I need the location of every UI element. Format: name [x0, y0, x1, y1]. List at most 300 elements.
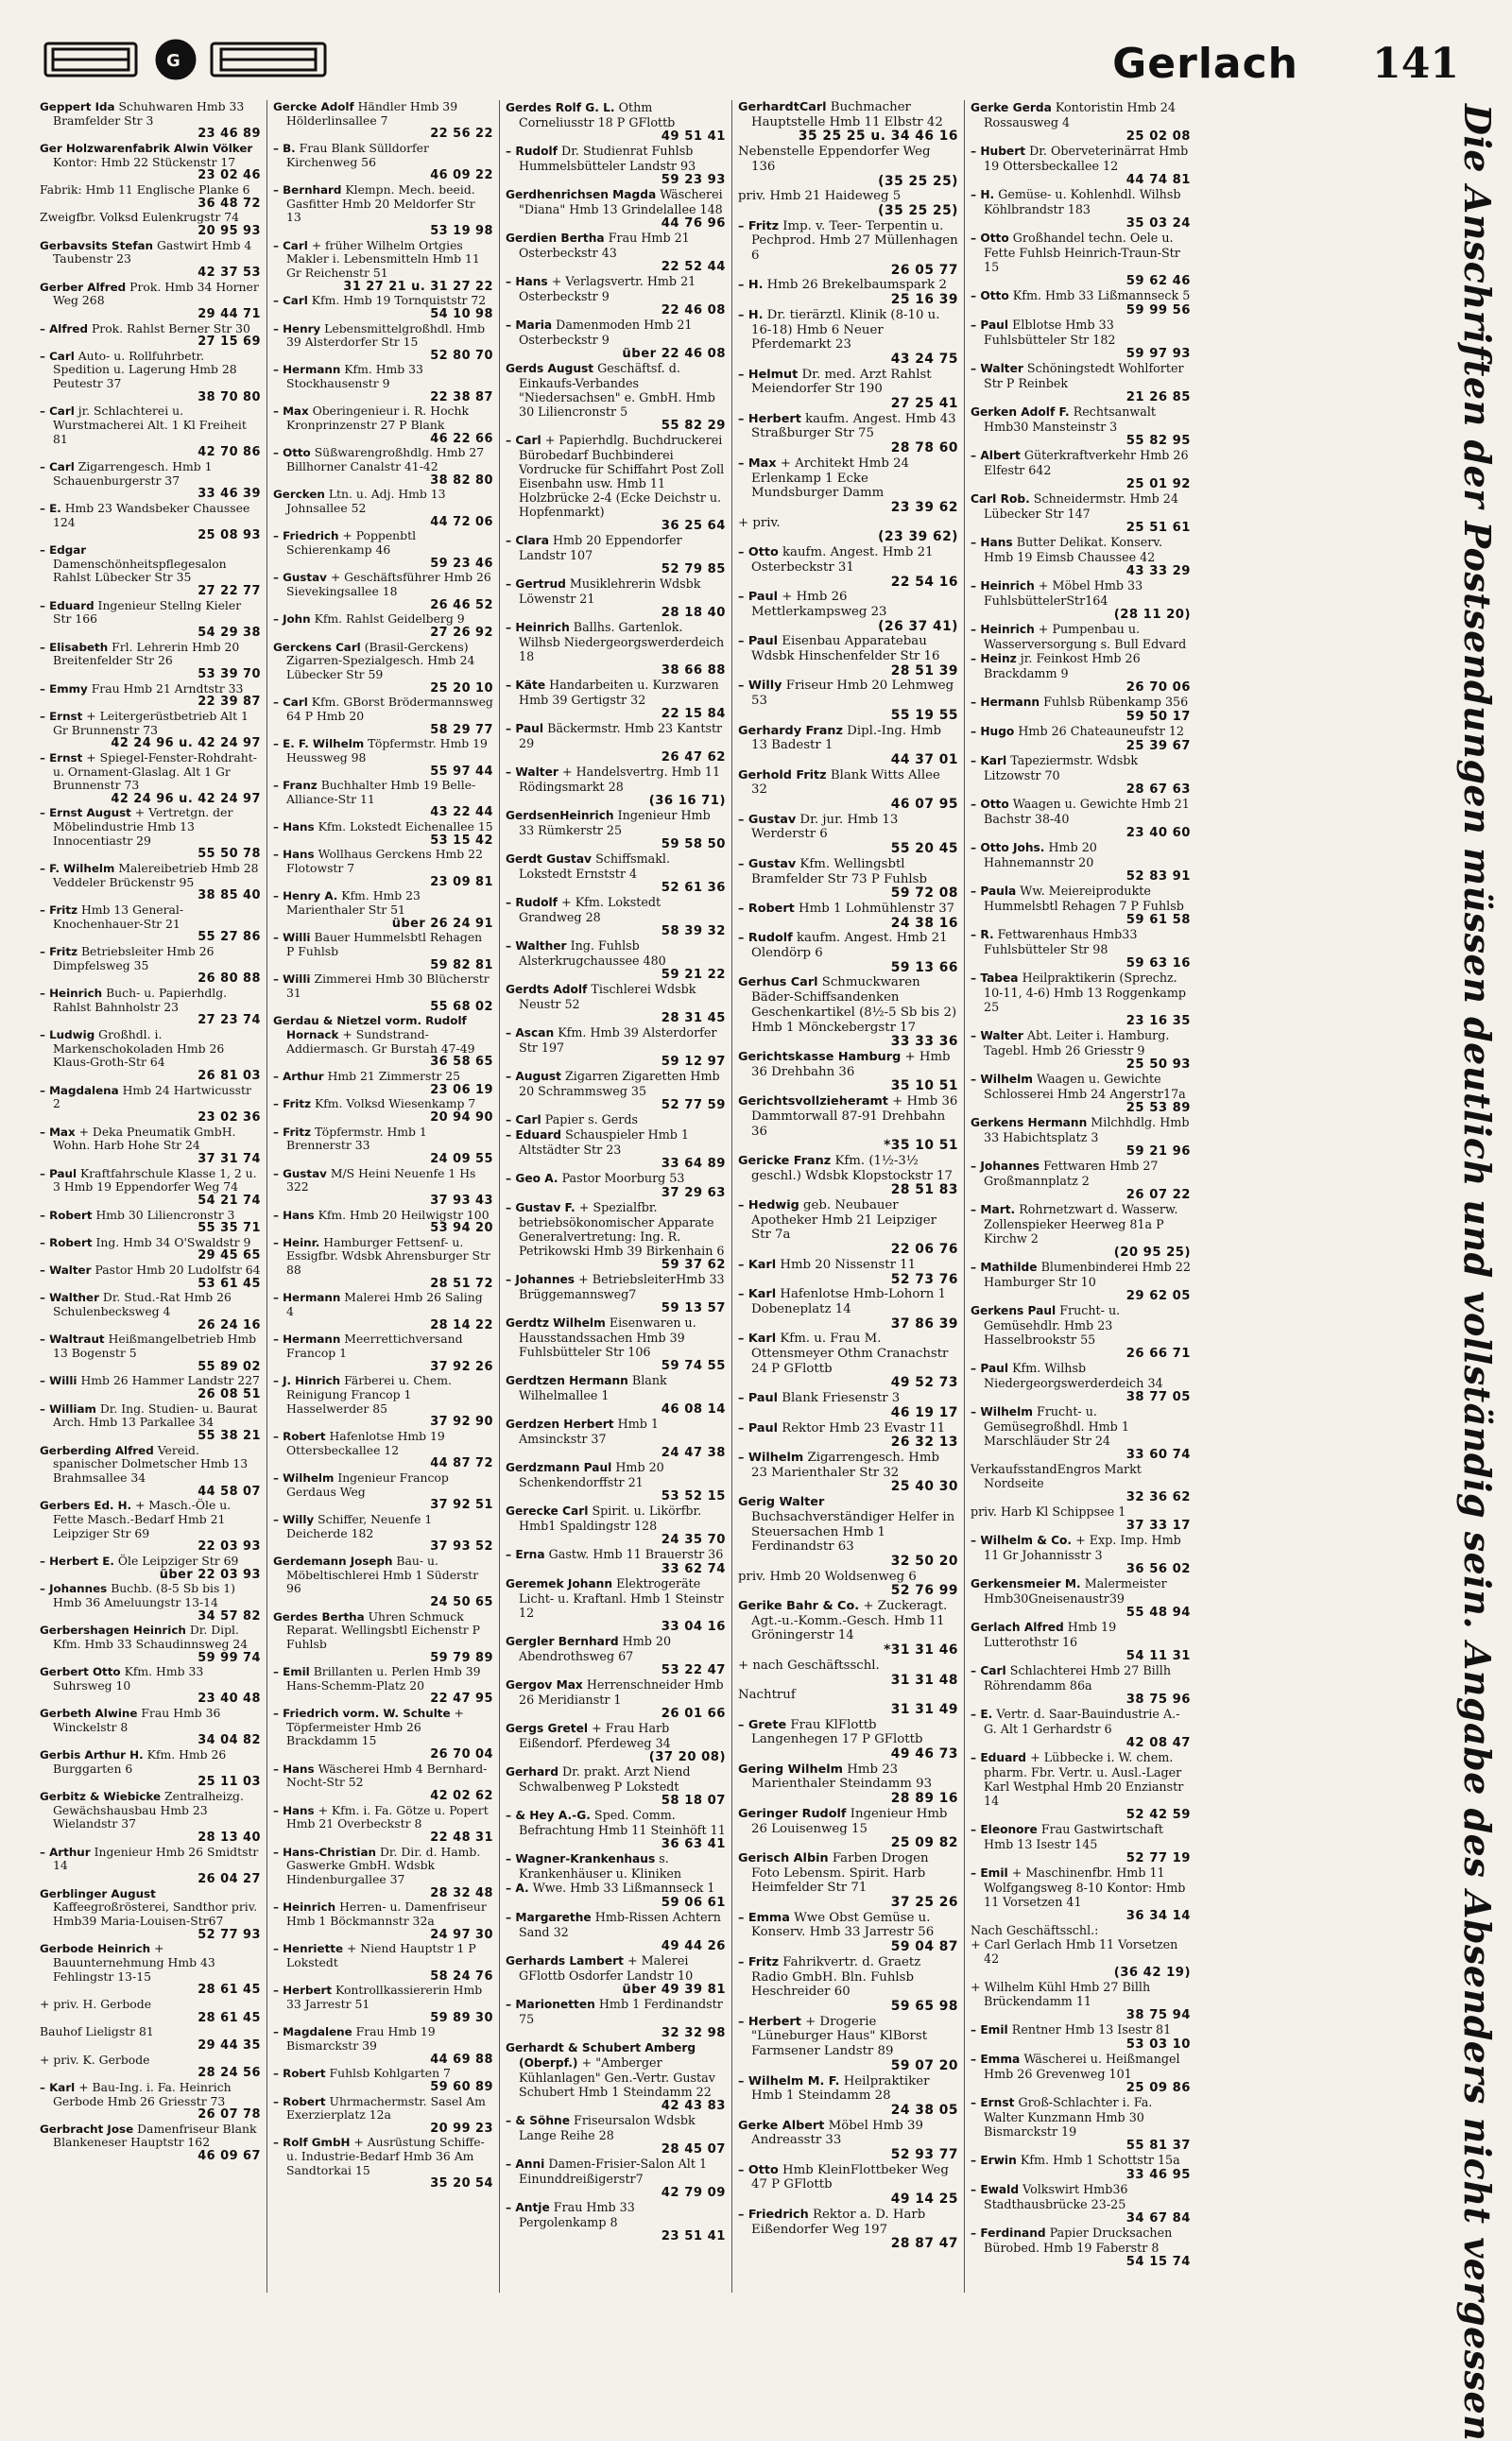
entry-name: Gerdhenrichsen Magda: [506, 188, 657, 201]
directory-entry: [738, 931, 958, 975]
entry-phone: 53 03 10: [1125, 2037, 1191, 2052]
entry-phone: 55 97 44: [430, 764, 493, 779]
directory-entry: [273, 1513, 493, 1555]
entry-details: priv. Hmb 21 Haideweg 5: [738, 189, 902, 204]
entry-details: Butter Delikat. Konserv. Hmb 19 Eimsb Chaussee 42: [984, 535, 1162, 564]
entry-phone: 34 57 82: [198, 1608, 261, 1624]
entry-details: Fettwarenhaus Hmb33 Fuhlsbütteler Str 98: [984, 927, 1138, 956]
directory-entry: [738, 1421, 958, 1451]
directory-entry: [738, 545, 958, 590]
entry-phone: 49 14 25: [890, 2192, 958, 2208]
entry-phone: 34 04 82: [198, 1733, 261, 1748]
entry-name: – Ernst: [40, 750, 83, 765]
entry-name: – Wilhelm & Co.: [971, 1534, 1073, 1547]
entry-details: Abt. Leiter i. Hamburg. Tagebl. Hmb 26 Griesstr 9: [984, 1028, 1170, 1057]
entry-details: Frau Hmb 36 Winckelstr 8: [53, 1706, 221, 1734]
entry-name: – Friedrich: [738, 2207, 809, 2222]
entry-details: Papier Drucksachen Bürobed. Hmb 19 Faberstr 8: [984, 2226, 1173, 2255]
page-number: 141: [1372, 40, 1459, 88]
entry-name: – Anni: [506, 2157, 545, 2171]
directory-entry: [273, 931, 493, 972]
directory-entry: [40, 1624, 261, 1665]
entry-details: Dr. prakt. Arzt Niend Schwalbenweg P Lokstedt: [519, 1764, 691, 1794]
entry-name: – Wilhelm M. F.: [738, 2073, 840, 2089]
entry-phone: 46 07 95: [890, 797, 958, 813]
directory-entry: [506, 144, 726, 187]
entry-name: – Heinrich: [971, 623, 1035, 636]
entry-details: + Maschinenfbr. Hmb 11 Wolfgangsweg 8-10 Kontor: Hmb 11 Vorsetzen 41: [984, 1865, 1186, 1909]
entry-name: – Karl: [738, 1332, 777, 1347]
directory-entry: [971, 2182, 1191, 2226]
entry-phone: 26 80 88: [198, 971, 261, 987]
entry-details: Dr. Studienrat Fuhlsb Hummelsbütteler Landstr 93: [519, 144, 696, 173]
entry-name: – Carl: [40, 349, 75, 363]
entry-phone: 49 51 41: [661, 129, 726, 144]
entry-details: Kfm. Lokstedt Eichenallee 15: [318, 819, 493, 834]
directory-entry: [506, 1808, 726, 1851]
directory-entry: [273, 1610, 493, 1666]
entry-details: Blank Wilhelmallee 1: [519, 1373, 667, 1402]
entry-details: Heilpraktikerin (Sprechz. 10-11, 4-6) Hmb 13 Roggenkamp 25: [984, 971, 1187, 1014]
directory-entry: [971, 1072, 1191, 1115]
directory-entry: [971, 1260, 1191, 1303]
entry-details: Waagen u. Gewichte Schlosserei Hmb 24 Angerstr17a: [984, 1072, 1186, 1101]
entry-name: – Wagner-Krankenhaus: [506, 1852, 656, 1865]
entry-phone: 53 22 47: [661, 1663, 726, 1677]
entry-name: Gerbershagen Heinrich: [40, 1624, 186, 1638]
entry-details: Nachtruf: [738, 1688, 796, 1703]
entry-details: Kfm. GBorst Brödermannsweg 64 P Hmb 20: [286, 695, 493, 723]
entry-phone: (20 95 25): [1113, 1246, 1191, 1260]
entry-details: Tapeziermstr. Wdsbk Litzowstr 70: [984, 753, 1139, 782]
directory-entry: [273, 183, 493, 239]
entry-details: Zweigfbr. Volksd Eulenkrugstr 74: [40, 210, 239, 225]
directory-entry: [971, 1663, 1191, 1707]
entry-details: Hmb KleinFlottbeker Weg 47 P GFlottb: [751, 2162, 949, 2192]
entry-phone: 28 51 72: [430, 1276, 493, 1291]
entry-name: – Emil: [273, 1665, 310, 1679]
entry-details: M/S Heini Neuenfe 1 Hs 322: [286, 1165, 476, 1195]
entry-phone: 53 15 42: [430, 833, 493, 848]
entry-name: – Walter: [971, 1029, 1023, 1042]
entry-name: Gerblinger August: [40, 1886, 156, 1900]
directory-entry: [506, 620, 726, 678]
entry-details: Friseursalon Wdsbk Lange Reihe 28: [519, 2113, 696, 2142]
directory-entry: [738, 857, 958, 902]
entry-name: – Eleonore: [971, 1823, 1038, 1836]
directory-entry: [738, 1807, 958, 1851]
directory-entry: [971, 2095, 1191, 2153]
entry-details: Kfm. Hmb 1 Schottstr 15a: [1020, 2153, 1180, 2167]
entry-phone: 28 51 83: [890, 1182, 958, 1198]
entry-details: Vereid. spanischer Dolmetscher Hmb 13 Brahmsallee 34: [53, 1442, 249, 1485]
directory-entry: [738, 1762, 958, 1807]
directory-entry: [273, 571, 493, 612]
entry-name: – Geo A.: [506, 1172, 558, 1185]
entry-name: – Ascan: [506, 1026, 555, 1040]
entry-details: Bauhof Lieligstr 81: [40, 2024, 154, 2039]
entry-phone: über 22 03 93: [159, 1567, 261, 1582]
directory-entry: [506, 274, 726, 318]
entry-details: Zentralheizg. Gewächshausbau Hmb 23 Wielandstr 37: [53, 1789, 244, 1831]
entry-name: – Heinrich: [506, 621, 570, 634]
entry-name: – Heinrich: [40, 987, 103, 1000]
directory-entry: [40, 987, 261, 1028]
directory-entry: [971, 884, 1191, 927]
entry-phone: 37 29 63: [661, 1186, 726, 1200]
entry-phone: 28 78 60: [890, 440, 958, 456]
entry-name: – Hans: [971, 536, 1013, 549]
directory-entry: [273, 2067, 493, 2094]
directory-entry: [506, 1851, 726, 1881]
entry-details: Bäckermstr. Hmb 23 Kantstr 29: [519, 721, 723, 750]
entry-name: – Hans-Christian: [273, 1845, 376, 1859]
entry-details: + Drogerie "Lüneburger Haus" KlBorst Farmsener Landstr 89: [751, 2014, 928, 2059]
entry-phone: 27 23 74: [198, 1013, 261, 1028]
entry-details: Wollhaus Gerckens Hmb 22 Flotowstr 7: [286, 847, 483, 876]
entry-name: – Antje: [506, 2201, 550, 2214]
entry-phone: 37 93 52: [430, 1539, 493, 1555]
entry-name: – Ernst: [971, 2096, 1015, 2109]
entry-details: Milchhdlg. Hmb 33 Habichtsplatz 3: [984, 1115, 1190, 1144]
directory-entry: [273, 889, 493, 931]
entry-details: Malereibetrieb Hmb 28 Veddeler Brückenstr 95: [53, 861, 259, 889]
entry-details: Kfm. Volksd Wiesenkamp 7: [314, 1096, 476, 1111]
entry-phone: 28 32 48: [430, 1885, 493, 1900]
entry-details: Fettwaren Hmb 27 Großmannplatz 2: [984, 1159, 1159, 1188]
directory-entry: [40, 1998, 261, 2025]
entry-name: – Marionetten: [506, 1998, 595, 2011]
entry-name: – Ludwig: [40, 1027, 95, 1041]
directory-entry: [506, 1721, 726, 1764]
entry-phone: 59 13 66: [890, 959, 958, 975]
entry-name: Gerhold Fritz: [738, 767, 827, 782]
entry-details: Blank Witts Allee 32: [751, 767, 940, 798]
entry-name: – Paul: [971, 318, 1009, 332]
entry-name: – Walther: [506, 939, 567, 953]
entry-details: + Ausrüstung Schiffe- u. Industrie-Bedarf Hmb 36 Am Sandtorkai 15: [286, 2135, 485, 2177]
entry-name: – Hermann: [273, 363, 341, 377]
entry-phone: 20 95 93: [198, 223, 261, 238]
entry-phone: 44 87 72: [430, 1456, 493, 1471]
entry-phone: 36 48 72: [198, 196, 261, 211]
entry-phone: 59 97 93: [1125, 347, 1191, 361]
entry-details: Kraftfahrschule Klasse 1, 2 u. 3 Hmb 19 Eppendorfer Weg 74: [53, 1165, 257, 1195]
entry-phone: 55 35 71: [198, 1221, 261, 1236]
entry-phone: 59 99 56: [1125, 303, 1191, 318]
entry-name: – Arthur: [273, 1069, 324, 1083]
directory-entry: [273, 1942, 493, 1984]
entry-name: – E. F. Wilhelm: [273, 737, 365, 751]
entry-name: – Robert: [273, 2067, 326, 2081]
entry-name: – Heinr.: [273, 1235, 320, 1249]
entry-name: Gerdemann Joseph: [273, 1554, 393, 1568]
entry-phone: 53 61 45: [198, 1276, 261, 1291]
entry-name: – Paul: [738, 590, 779, 605]
entry-name: – H.: [971, 188, 995, 201]
entry-name: – & Söhne: [506, 2114, 570, 2127]
entry-phone: 59 37 62: [661, 1258, 726, 1272]
entry-name: – Hans: [273, 848, 315, 862]
directory-entry: [738, 1688, 958, 1717]
directory-entry: [971, 651, 1191, 695]
entry-name: – Emma: [971, 2053, 1021, 2066]
directory-entry: [506, 433, 726, 533]
entry-phone: 21 26 85: [1125, 390, 1191, 404]
entry-name: – Carl: [273, 696, 308, 710]
svg-text:G: G: [166, 51, 180, 71]
entry-phone: 36 58 65: [430, 1055, 493, 1070]
directory-entry: [273, 1097, 493, 1125]
directory-entry: [506, 721, 726, 765]
directory-entry: [971, 797, 1191, 840]
directory-entry: [506, 1417, 726, 1460]
entry-details: Fahrikvertr. d. Graetz Radio GmbH. Bln. Fuhlsb Heschreider 60: [751, 1954, 921, 2000]
entry-name: – Arthur: [40, 1845, 91, 1859]
entry-phone: 42 79 09: [661, 2186, 726, 2200]
entry-details: Malerei Hmb 26 Saling 4: [286, 1290, 483, 1319]
entry-phone: 37 33 17: [1125, 1519, 1191, 1533]
entry-details: Damenmoden Hmb 21 Osterbeckstr 9: [519, 318, 693, 347]
entry-details: Rentner Hmb 13 Isestr 81: [1011, 2022, 1172, 2037]
entry-details: Hmb 23 Marienthaler Steindamm 93: [751, 1762, 933, 1792]
entry-name: – Ferdinand: [971, 2226, 1046, 2240]
entry-phone: 46 09 22: [430, 168, 493, 183]
entry-name: – Walther: [40, 1291, 99, 1305]
entry-details: Buchhalter Hmb 19 Belle-Alliance-Str 11: [286, 778, 476, 806]
entry-details: Betriebsleiter Hmb 26 Dimpfelsweg 35: [53, 944, 215, 972]
entry-phone: 55 48 94: [1125, 1606, 1191, 1620]
entry-name: Gerds August: [506, 362, 594, 375]
entry-details: + Möbel Hmb 33 FuhlsbüttelerStr164: [984, 578, 1143, 608]
directory-entry: [971, 971, 1191, 1028]
entry-details: Schlachterei Hmb 27 Billh Röhrendamm 86a: [984, 1663, 1171, 1693]
entry-phone: 35 20 54: [430, 2176, 493, 2192]
directory-entry: [40, 2025, 261, 2053]
entry-details: Meerrettichversand Francop 1: [286, 1332, 463, 1361]
entry-phone: 25 20 10: [430, 680, 493, 696]
entry-details: Dr. Dipl. Kfm. Hmb 33 Schaudinnsweg 24: [53, 1623, 249, 1651]
entry-name: – Robert: [40, 1208, 93, 1222]
entry-name: Gerkens Hermann: [971, 1116, 1088, 1129]
entry-phone: 20 94 90: [430, 1109, 493, 1125]
entry-details: + priv. K. Gerbode: [40, 2052, 150, 2067]
directory-entry: [273, 1070, 493, 1097]
entry-phone: 33 46 95: [1125, 2168, 1191, 2182]
entry-details: jr. Feinkost Hmb 26 Brackdamm 9: [984, 651, 1141, 680]
entry-name: Gerke Gerda: [971, 101, 1052, 114]
entry-name: – Eduard: [971, 1751, 1027, 1764]
entry-phone: (36 42 19): [1113, 1966, 1191, 1980]
directory-entry: [506, 2200, 726, 2243]
entry-phone: 36 25 64: [661, 519, 726, 533]
entry-details: Elektrogeräte Licht- u. Kraftanl. Hmb 1 Steinstr 12: [519, 1576, 724, 1620]
directory-entry: [971, 622, 1191, 651]
entry-name: Gerichtskasse Hamburg: [738, 1050, 902, 1064]
entry-details: priv. Harb Kl Schippsee 1: [971, 1504, 1126, 1519]
entry-name: Gerbers Ed. H.: [40, 1499, 132, 1513]
entry-details: Rektor Hmb 23 Evastr 11: [782, 1420, 946, 1435]
entry-phone: 25 16 39: [890, 292, 958, 308]
entry-details: + Lübbecke i. W. chem. pharm. Fbr. Vertr. u. Ausl.-Lager Karl Westphal Hmb 20 Enzianstr 14: [984, 1750, 1184, 1808]
entry-phone: 25 02 08: [1125, 129, 1191, 144]
directory-entry: [971, 361, 1191, 404]
entry-name: – Friedrich vorm. W. Schulte: [273, 1707, 451, 1721]
entry-name: – R.: [971, 928, 994, 941]
column-2: [266, 100, 499, 2293]
entry-name: – Hans: [506, 275, 548, 288]
entry-name: – Paul: [738, 634, 779, 649]
directory-entry: [40, 460, 261, 502]
entry-name: – Rudolf: [506, 896, 558, 909]
directory-entry: [40, 1084, 261, 1126]
entry-phone: 24 09 55: [430, 1151, 493, 1166]
entry-name: – Willy: [273, 1512, 315, 1526]
entry-name: Gerdien Bertha: [506, 232, 605, 245]
entry-name: Gercken: [273, 488, 325, 502]
entry-details: + Zuckeragt. Agt.-u.-Komm.-Gesch. Hmb 11 Gröningerstr 14: [751, 1599, 948, 1643]
entry-name: – Alfred: [40, 321, 88, 335]
entry-details: + Spiegel-Fenster-Rohdraht- u. Ornament-Glaslag. Alt 1 Gr Brunnenstr 73: [53, 749, 257, 793]
postal-notice-sidebar: [1453, 104, 1510, 2441]
entry-details: Wäscherei "Diana" Hmb 13 Grindelallee 148: [519, 187, 723, 216]
directory-entry: [971, 318, 1191, 361]
entry-details: Öle Leipziger Str 69: [117, 1553, 239, 1568]
entry-details: + Pumpenbau u. Wasserversorgung s. Bull Edvard: [984, 622, 1187, 651]
entry-phone: 44 76 96: [661, 216, 726, 231]
entry-phone: 28 45 07: [661, 2142, 726, 2157]
entry-name: – Max: [273, 404, 309, 419]
entry-name: – Hermann: [971, 696, 1040, 709]
entry-phone: 23 40 60: [1125, 826, 1191, 840]
entry-details: Rohrnetzwart d. Wasserw. Zollenspieker Heerweg 81a P Kirchw 2: [984, 1202, 1178, 1246]
entry-details: Hmb 30 Liliencronstr 3: [95, 1207, 235, 1222]
directory-entry: [40, 1028, 261, 1084]
entry-details: Fuhlsb Kohlgarten 7: [329, 2066, 451, 2081]
directory-entry: [738, 278, 958, 307]
entry-phone: 29 44 35: [198, 2037, 261, 2053]
entry-phone: (35 25 25): [878, 202, 958, 218]
entry-details: Dr. tierärztl. Klinik (8-10 u. 16-18) Hmb 6 Neuer Pferdemarkt 23: [751, 307, 940, 352]
directory-entry: [971, 2226, 1191, 2269]
entry-phone: 22 46 08: [661, 303, 726, 318]
directory-entry: [738, 634, 958, 679]
entry-phone: 22 52 44: [661, 260, 726, 274]
entry-phone: 22 38 87: [430, 389, 493, 404]
entry-details: + "Amberger Kühlanlagen" Gen.-Vertr. Gustav Schubert Hmb 1 Steindamm 22: [519, 2055, 715, 2099]
entry-phone: 53 39 70: [198, 666, 261, 681]
entry-phone: 22 03 93: [198, 1539, 261, 1555]
entry-details: Frl. Lehrerin Hmb 20 Breitenfelder Str 26: [53, 639, 240, 668]
entry-phone: 23 06 19: [430, 1082, 493, 1097]
entry-details: Damenfriseur Blank Blankeneser Hauptstr 162: [53, 2121, 257, 2150]
entry-details: Damen-Frisier-Salon Alt 1 Einunddreißigerstr7: [519, 2157, 708, 2186]
entry-phone: 25 50 93: [1125, 1057, 1191, 1072]
directory-entry: [273, 446, 493, 488]
entry-details: Buchsachverständiger Helfer in Steuersachen Hmb 1 Ferdinandstr 63: [751, 1509, 955, 1555]
column-5: [964, 100, 1196, 2293]
directory-entry: [506, 1953, 726, 1997]
entry-details: VerkaufsstandEngros Markt Nordseite: [971, 1462, 1142, 1490]
entry-details: Dipl.-Ing. Hmb 13 Badestr 1: [751, 723, 942, 753]
entry-details: Buchb. (8-5 Sb bis 1) Hmb 36 Ameluungstr 13-14: [53, 1581, 236, 1609]
directory-entry: [40, 710, 261, 751]
column-4: [731, 100, 964, 2293]
entry-details: Groß-Schlachter i. Fa. Walter Kunzmann Hmb 30 Bismarckstr 19: [984, 2095, 1153, 2139]
entry-phone: 27 25 41: [890, 396, 958, 412]
directory-entry: [738, 1495, 958, 1570]
entry-details: Hmb 26 Hammer Landstr 227: [80, 1373, 260, 1388]
entry-name: Gerhus Carl: [738, 975, 818, 990]
entry-details: + Kfm. i. Fa. Götze u. Popert Hmb 21 Overbeckstr 8: [286, 1802, 489, 1831]
entry-phone: 26 70 04: [430, 1747, 493, 1762]
entry-phone: 53 19 98: [430, 223, 493, 238]
entry-name: Gerken Adolf F.: [971, 405, 1070, 419]
directory-entry: [971, 1822, 1191, 1865]
entry-name: – Fritz: [273, 1097, 311, 1111]
directory-entry: [506, 318, 726, 361]
entry-phone: 35 03 24: [1125, 216, 1191, 231]
entry-details: Dr. Dir. d. Hamb. Gaswerke GmbH. Wdsbk Hindenburgallee 37: [286, 1844, 481, 1886]
entry-name: – Fritz: [273, 1125, 311, 1139]
entry-phone: 36 34 14: [1125, 1909, 1191, 1923]
entry-details: + Hmb 36 Dammtorwall 87-91 Drehbahn 36: [751, 1094, 958, 1139]
entry-phone: 38 77 05: [1125, 1390, 1191, 1404]
entry-phone: (26 37 41): [878, 618, 958, 634]
entry-details: Heißmangelbetrieb Hmb 13 Bogenstr 5: [53, 1332, 257, 1361]
entry-name: – Karl: [40, 2080, 76, 2094]
entry-phone: 28 61 45: [198, 2010, 261, 2025]
entry-name: Gerbeth Alwine: [40, 1707, 138, 1721]
entry-name: – Gustav: [738, 812, 797, 827]
entry-name: GerdsenHeinrich: [506, 809, 614, 822]
entry-details: Ltn. u. Adj. Hmb 13 Johnsallee 52: [286, 487, 446, 516]
directory-entry: [506, 1677, 726, 1721]
entry-details: Sped. Comm. Befrachtung Hmb 11 Steinhöft 11: [519, 1808, 726, 1837]
entry-phone: 32 32 98: [661, 2026, 726, 2040]
entry-details: Eisenwaren u. Hausstandssachen Hmb 39 Fuhlsbütteler Str 106: [519, 1315, 696, 1359]
entry-name: Gerbitz & Wiebicke: [40, 1790, 162, 1804]
entry-name: Gerdzen Herbert: [506, 1418, 614, 1431]
directory-entry: [738, 724, 958, 768]
directory-entry: [738, 975, 958, 1050]
directory-entry: [971, 840, 1191, 884]
entry-name: – Eduard: [506, 1128, 562, 1142]
directory-entry: [738, 1599, 958, 1659]
directory-entry: [506, 1460, 726, 1504]
directory-entry: [971, 1937, 1191, 1980]
entry-details: Vertr. d. Saar-Bauindustrie A.-G. Alt 1 Gerhardstr 6: [984, 1707, 1180, 1736]
entry-name: Gerecke Carl: [506, 1504, 589, 1518]
entry-name: – Hans: [273, 1762, 315, 1776]
entry-details: s. Krankenhäuser u. Kliniken: [519, 1851, 682, 1881]
directory-entry: [506, 1200, 726, 1272]
entry-phone: 38 75 94: [1125, 2008, 1191, 2022]
entry-details: Kfm. Rahlst Geidelberg 9: [314, 611, 465, 627]
directory-entry: [738, 1955, 958, 2015]
entry-phone: 52 80 70: [430, 348, 493, 363]
entry-details: kaufm. Angest. Hmb 21 Osterbeckstr 31: [751, 545, 934, 575]
entry-phone: 38 75 96: [1125, 1693, 1191, 1707]
entry-phone: 55 89 02: [198, 1359, 261, 1374]
entry-details: Kontoristin Hmb 24 Rossausweg 4: [984, 100, 1176, 129]
entry-name: – Willi: [273, 931, 311, 945]
entry-name: Gerdtzen Hermann: [506, 1374, 628, 1387]
directory-entry: [273, 848, 493, 889]
entry-phone: 33 04 16: [661, 1620, 726, 1634]
entry-details: Hmb 1 Ferdinandstr 75: [519, 1997, 723, 2026]
entry-details: Ing. Hmb 34 O'Swaldstr 9: [95, 1234, 251, 1249]
